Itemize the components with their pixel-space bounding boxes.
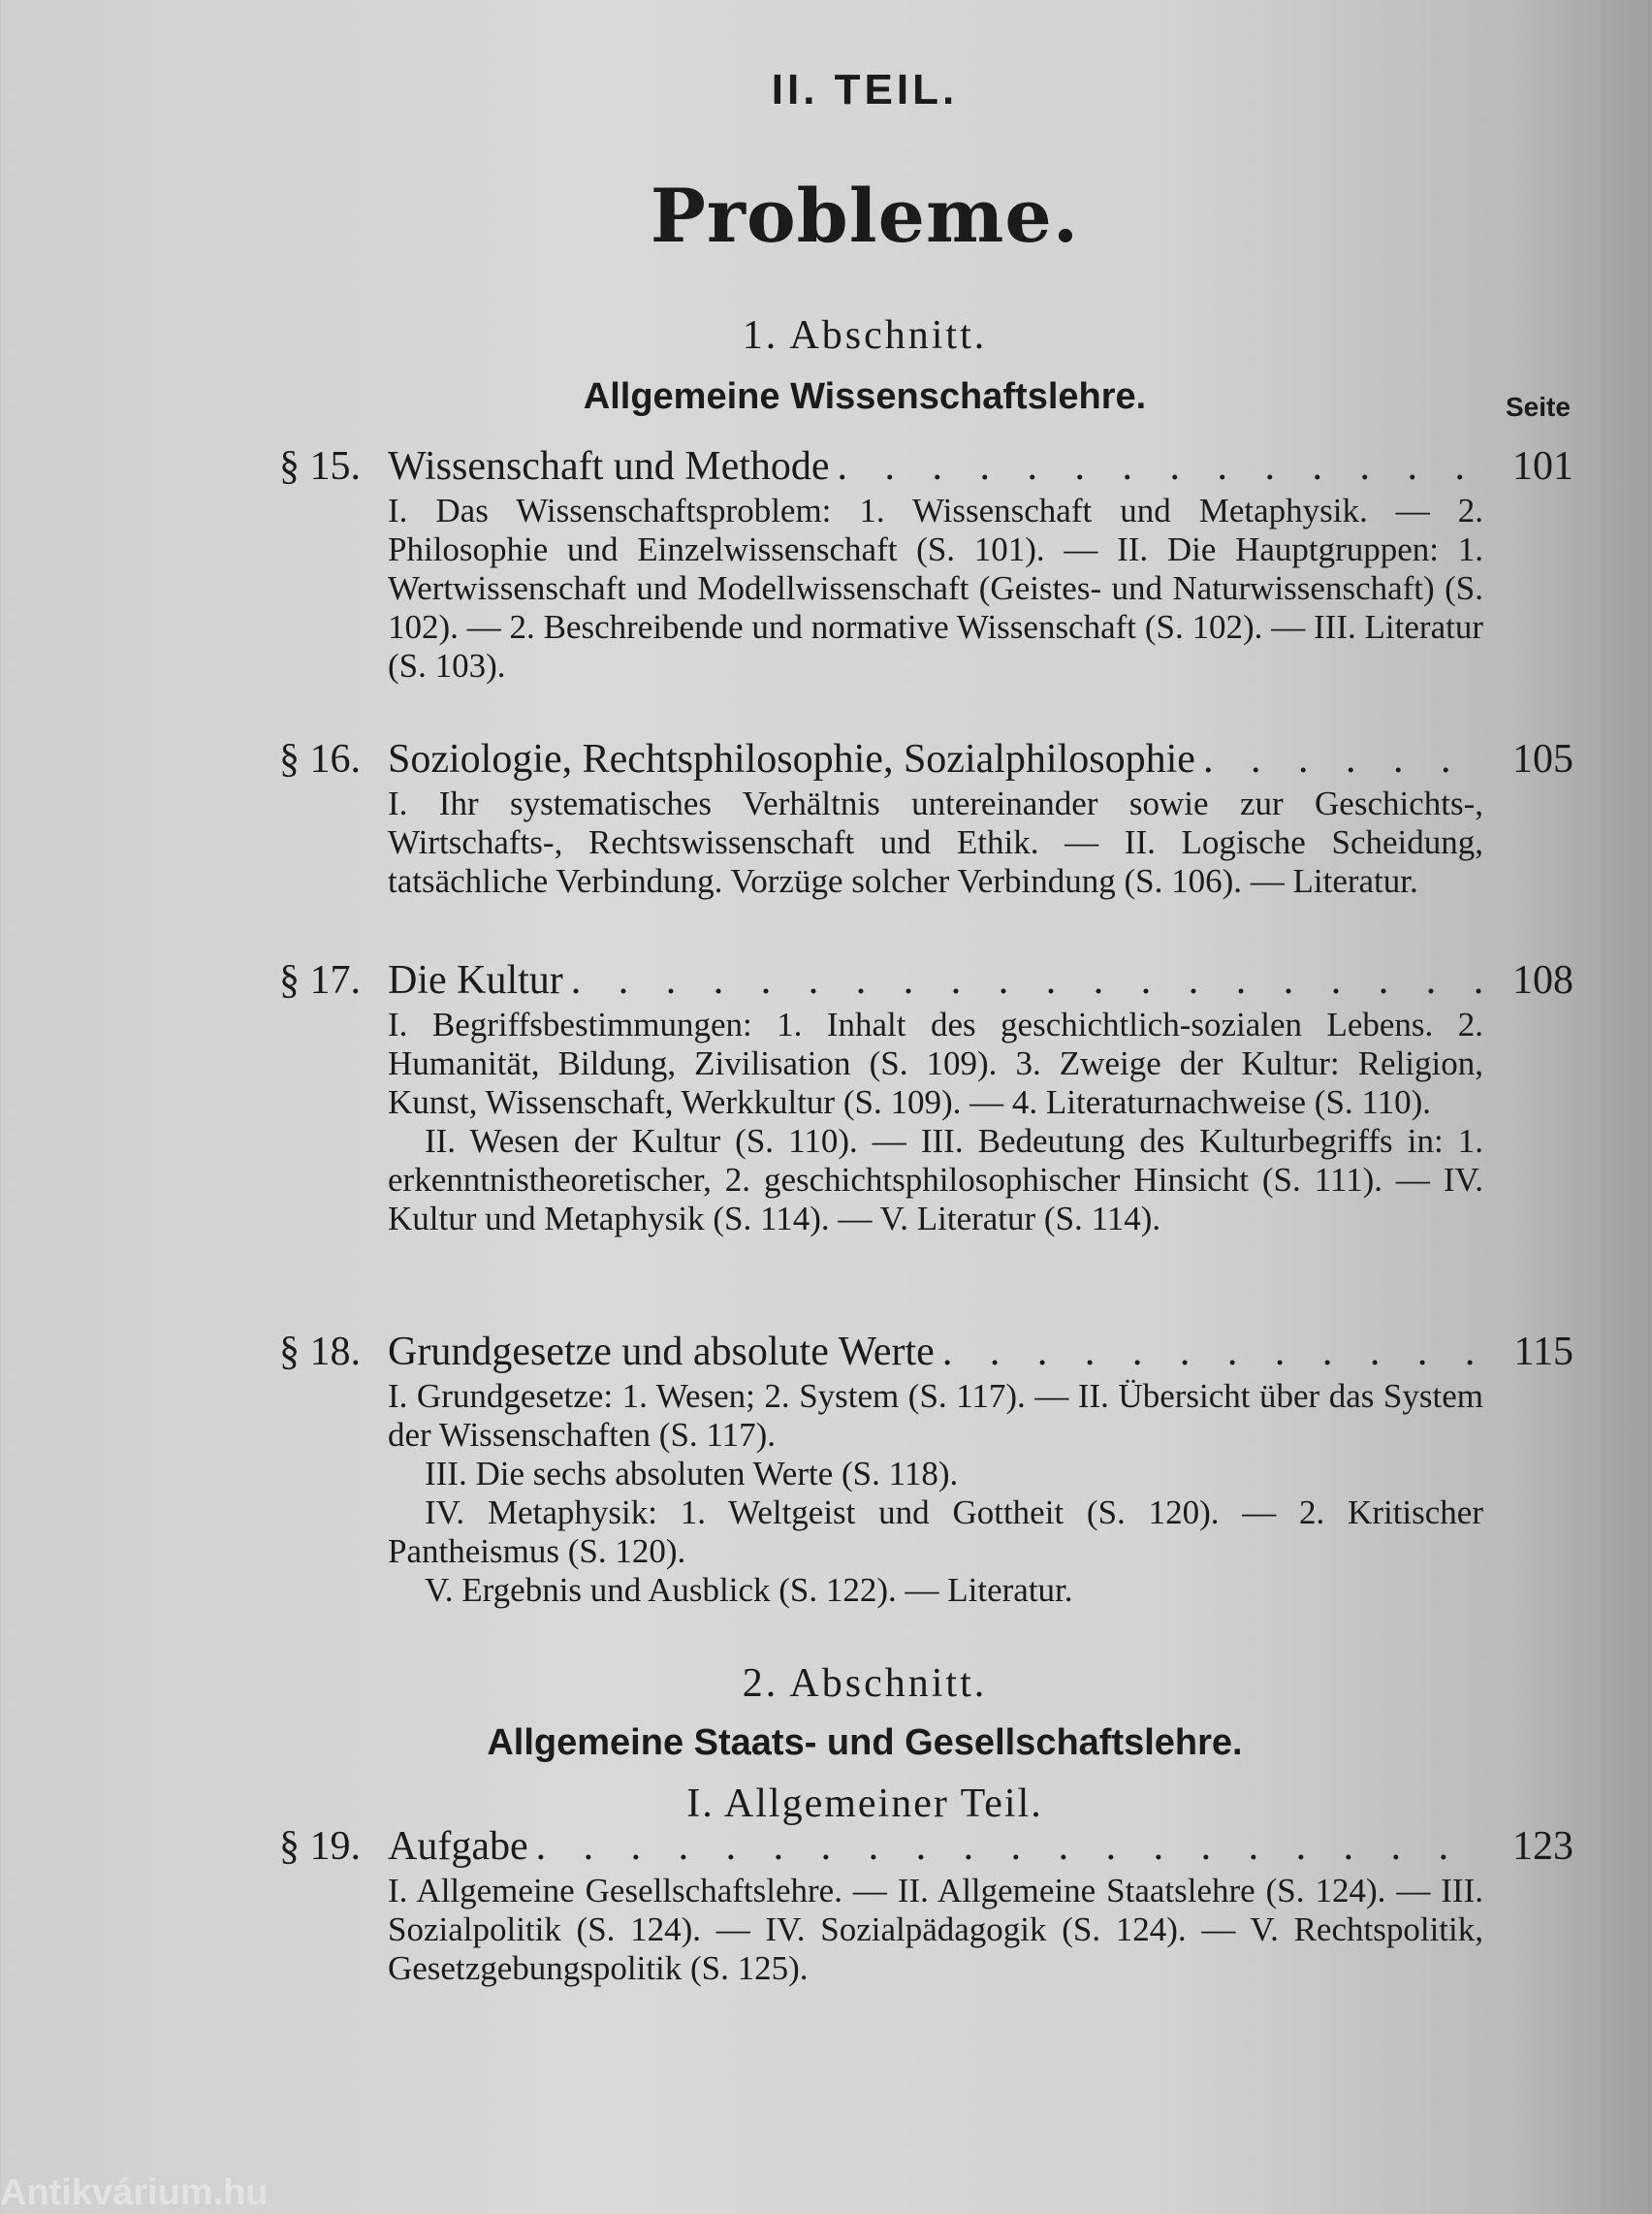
watermark: Antikvárium.hu — [0, 2172, 269, 2213]
toc-entry — [279, 955, 1573, 1238]
description-paragraph: V. Ergebnis und Ausblick (S. 122). — Literatur. — [425, 1571, 1073, 1609]
section-2-subheading: I. Allgemeiner Teil. — [686, 1781, 1043, 1826]
description-paragraph: I. Begriffsbestimmungen: 1. Inhalt des geschichtlich-sozialen Lebens. 2. Humanität, Bildung, Zivilisation (S. 109). 3. Zweige der Kultur: Religion, Kunst, Wissenschaft, Werkkultur (S. 109). — 4. Literaturnachweise (S. 110). — [388, 1006, 1483, 1121]
dot-leader — [571, 955, 1488, 1006]
page-number: 123 — [1512, 1824, 1573, 1869]
entry-title: Die Kultur — [388, 958, 563, 1003]
page-number: 115 — [1513, 1330, 1573, 1374]
toc-entry — [279, 441, 1573, 686]
page-title: Probleme. — [650, 173, 1080, 259]
description-paragraph: I. Allgemeine Gesellschaftslehre. — II. Allgemeine Staatslehre (S. 124). — III. Sozialpolitik (S. 124). — IV. Sozialpädagogik (S. 124). — V. Rechtspolitik, Gesetzgebungspolitik (S. 125). — [388, 1872, 1483, 1987]
toc-entry — [279, 1821, 1573, 1988]
toc-entry-head — [279, 955, 1573, 1006]
dot-leader — [838, 441, 1488, 492]
section-1-label: 1. Abschnitt. — [742, 313, 988, 358]
section-2-heading: Allgemeine Staats- und Gesellschaftslehre. — [487, 1722, 1243, 1763]
part-heading: II. TEIL. — [771, 66, 959, 113]
toc-entry — [279, 734, 1573, 901]
toc-entry-head — [279, 1821, 1573, 1872]
dot-leader — [536, 1821, 1488, 1872]
dot-leader — [942, 1327, 1488, 1377]
section-1-heading: Allgemeine Wissenschaftslehre. — [583, 376, 1147, 417]
description-paragraph: I. Grundgesetze: 1. Wesen; 2. System (S. 117). — II. Übersicht über das System der Wissenschaften (S. 117). — [388, 1377, 1483, 1454]
entry-description — [388, 492, 1483, 686]
section-number: § 19. — [279, 1824, 361, 1869]
section-number: § 16. — [279, 737, 361, 782]
toc-entry — [279, 1327, 1573, 1610]
toc-entry-head — [279, 1327, 1573, 1377]
page-number: 105 — [1512, 737, 1573, 782]
page-number: 101 — [1512, 444, 1573, 489]
section-2-label: 2. Abschnitt. — [742, 1661, 988, 1706]
entry-title: Soziologie, Rechtsphilosophie, Sozialphilosophie — [388, 737, 1195, 782]
entry-description — [388, 785, 1483, 901]
description-paragraph: IV. Metaphysik: 1. Weltgeist und Gottheit (S. 120). — 2. Kritischer Pantheismus (S. 120). — [388, 1493, 1483, 1570]
description-paragraph: II. Wesen der Kultur (S. 110). — III. Bedeutung des Kulturbegriffs in: 1. erkenntnistheoretischer, 2. geschichtsphilosophischer Hinsicht (S. 111). — IV. Kultur und Metaphysik (S. 114). — V. Literatur (S. 114). — [388, 1122, 1483, 1237]
description-paragraph: I. Ihr systematisches Verhältnis untereinander sowie zur Geschichts-, Wirtschafts-, Rechtswissenschaft und Ethik. — II. Logische Scheidung, tatsächliche Verbindung. Vorzüge solcher Verbindung (S. 106). — Literatur. — [388, 785, 1483, 900]
section-number: § 18. — [279, 1330, 361, 1374]
description-paragraph: III. Die sechs absoluten Werte (S. 118). — [425, 1455, 959, 1492]
toc-entry-head — [279, 734, 1573, 785]
entry-description — [388, 1872, 1483, 1988]
toc-entry-head — [279, 441, 1573, 492]
dot-leader — [1203, 734, 1488, 785]
section-number: § 17. — [279, 958, 361, 1003]
description-paragraph: I. Das Wissenschaftsproblem: 1. Wissenschaft und Metaphysik. — 2. Philosophie und Einzelwissenschaft (S. 101). — II. Die Hauptgruppen: 1. Wertwissenschaft und Modellwissenschaft (Geistes- und Naturwissenschaft) (S. 102). — 2. Beschreibende und normative Wissenschaft (S. 102). — III. Literatur (S. 103). — [388, 492, 1483, 685]
entry-title: Grundgesetze und absolute Werte — [388, 1330, 935, 1374]
entry-description — [388, 1377, 1483, 1610]
page-number: 108 — [1512, 958, 1573, 1003]
page-column-label: Seite — [1506, 392, 1571, 422]
section-number: § 15. — [279, 444, 361, 489]
entry-title: Aufgabe — [388, 1824, 528, 1869]
entry-description — [388, 1006, 1483, 1238]
entry-title: Wissenschaft und Methode — [388, 444, 830, 489]
